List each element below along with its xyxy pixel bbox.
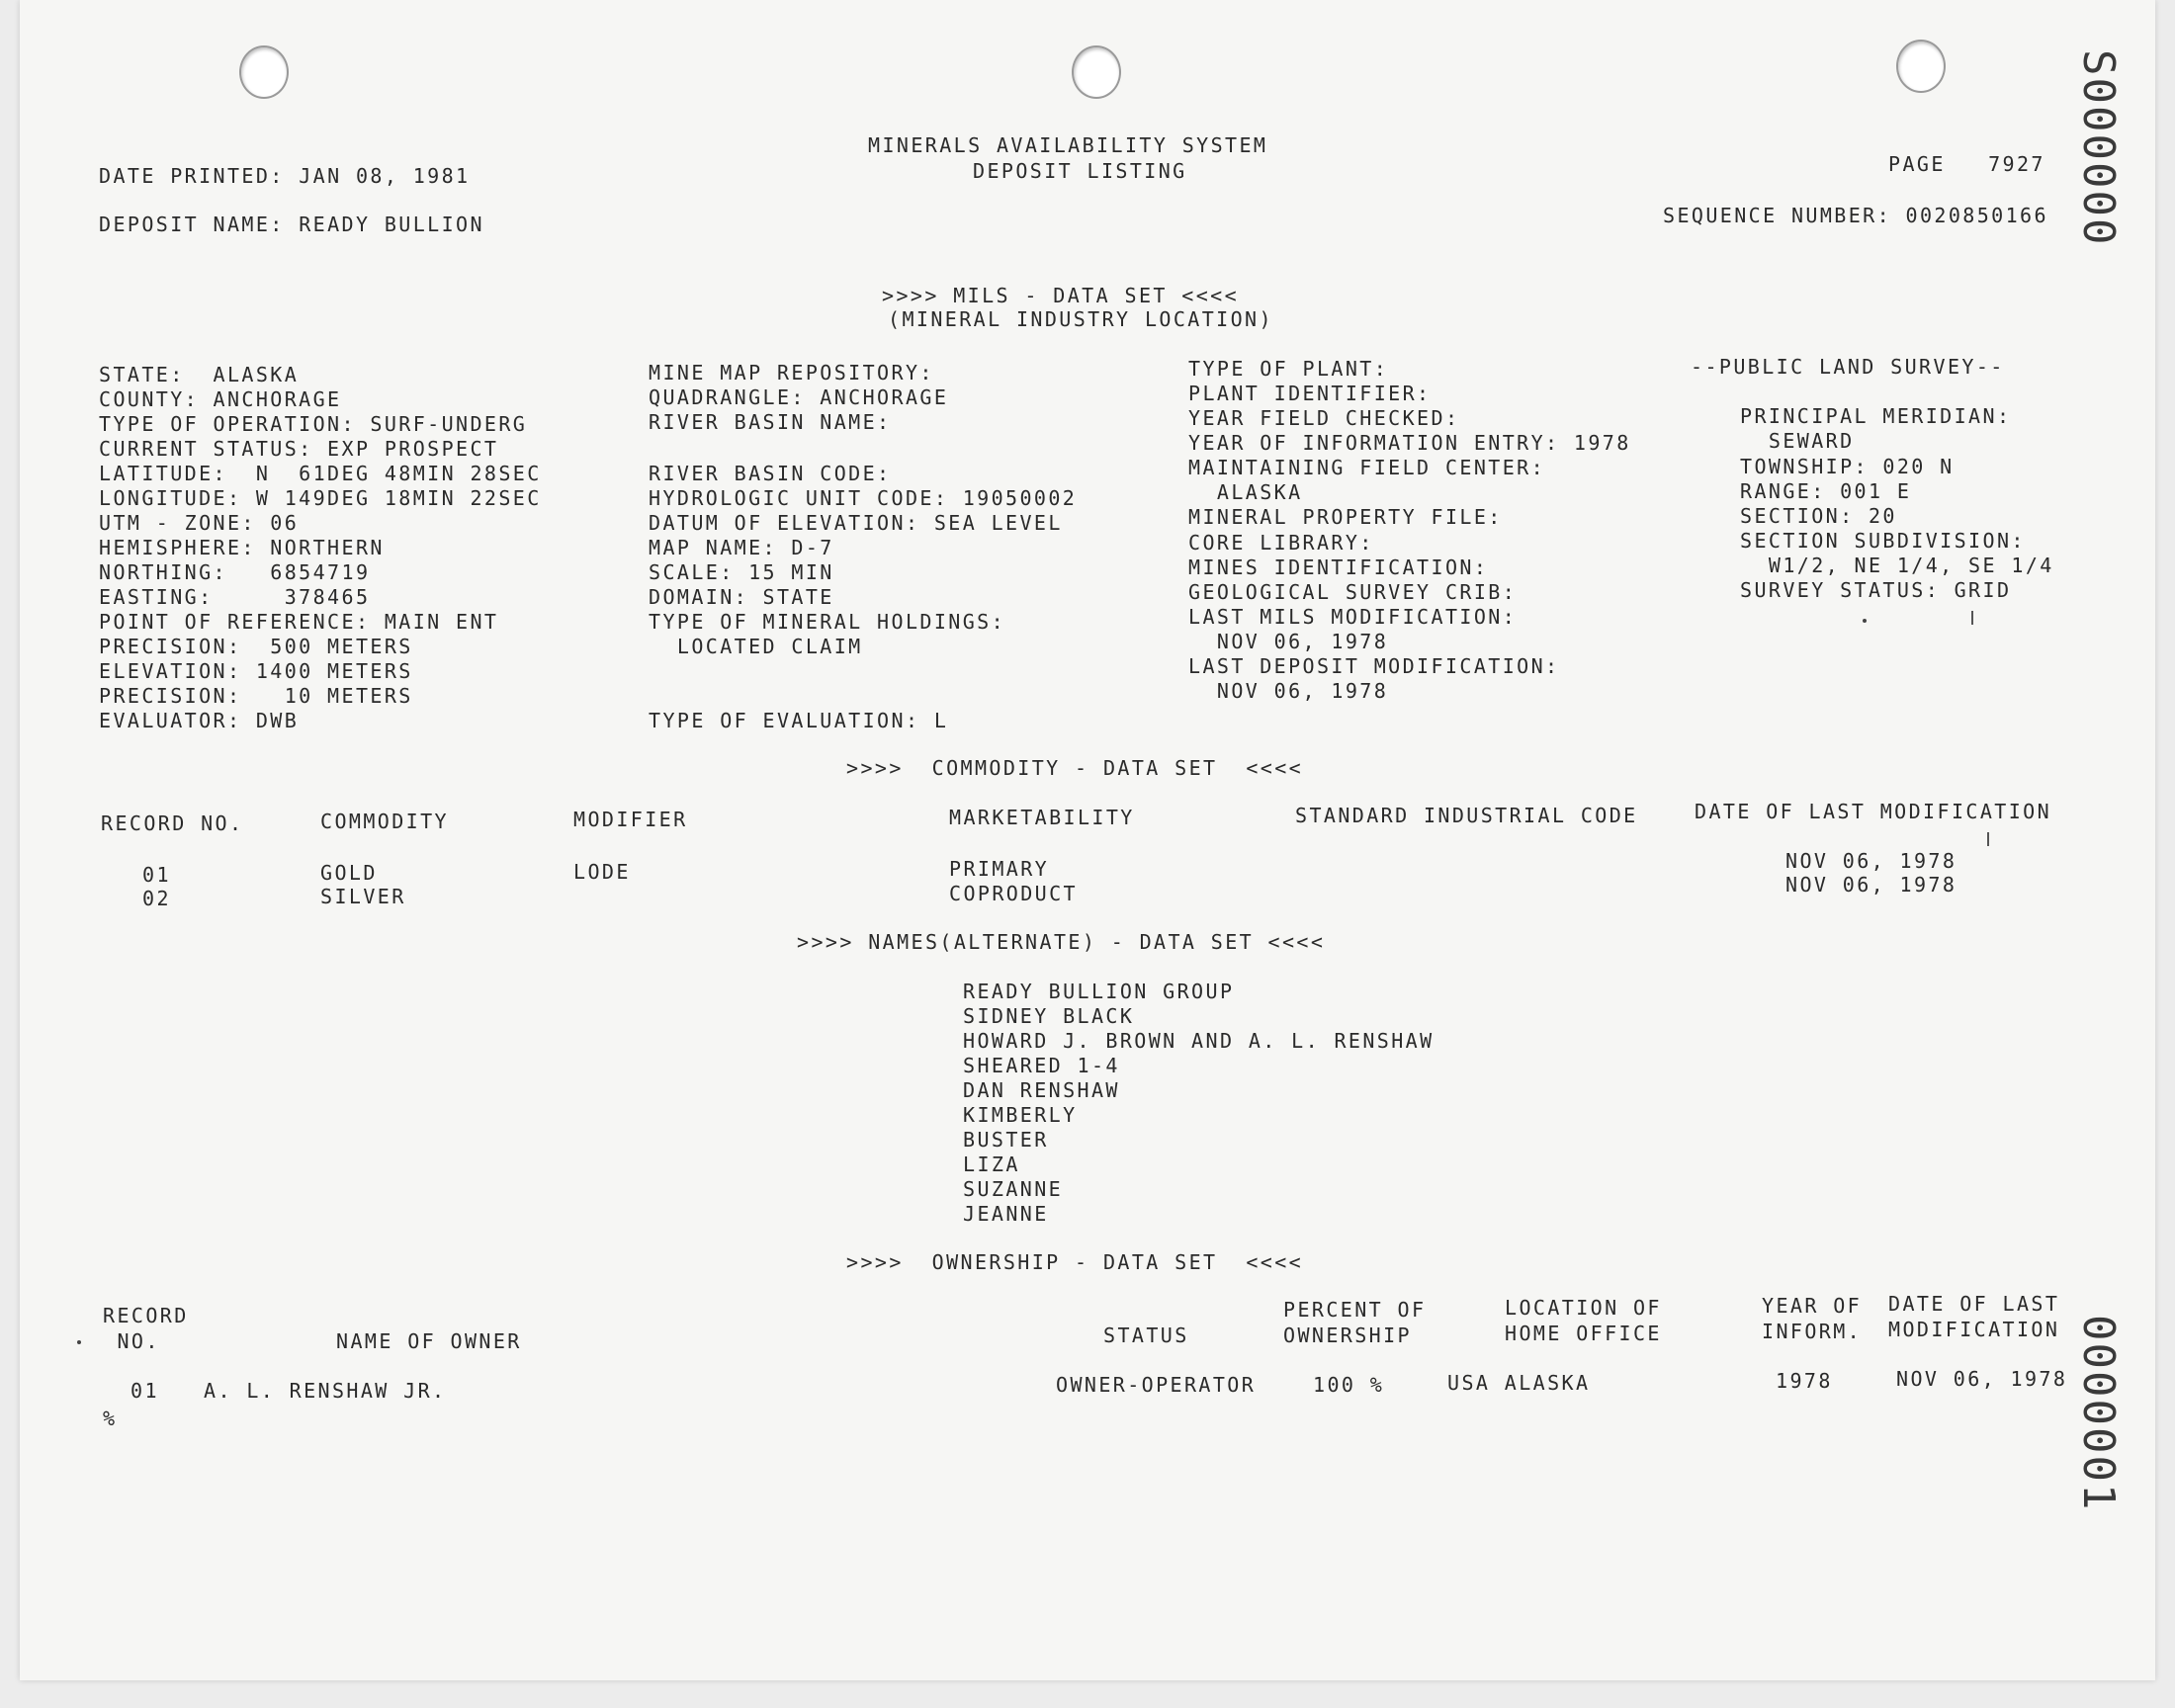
mils-field: PRECISION: 500 METERS <box>99 635 413 658</box>
owner-location: USA ALASKA <box>1447 1371 1591 1395</box>
commodity-header-record: RECORD NO. <box>101 811 244 835</box>
owner-record: 01 <box>130 1379 159 1403</box>
list-item: SUZANNE <box>963 1177 1064 1201</box>
ownership-header-date: MODIFICATION <box>1888 1318 2060 1341</box>
punch-hole-right <box>1896 40 1946 93</box>
ownership-header-percent: PERCENT OF <box>1283 1298 1427 1322</box>
page-indicator <box>1888 153 2045 175</box>
mils-field: MINERAL PROPERTY FILE: <box>1188 505 1503 529</box>
footer-percent-mark: % <box>103 1407 118 1430</box>
mils-field: SECTION: 20 <box>1740 504 1897 528</box>
list-item: HOWARD J. BROWN AND A. L. RENSHAW <box>963 1029 1435 1053</box>
mils-field: TYPE OF EVALUATION: L <box>649 709 949 732</box>
commodity-header-date: DATE OF LAST MODIFICATION <box>1695 800 2052 823</box>
mils-field: COUNTY: ANCHORAGE <box>99 387 342 411</box>
public-land-survey-heading: --PUBLIC LAND SURVEY-- <box>1691 355 2005 379</box>
names-heading: >>>> NAMES(ALTERNATE) - DATA SET <<<< <box>797 930 1326 954</box>
commodity-record: 02 <box>142 887 171 910</box>
sequence-label: SEQUENCE NUMBER: <box>1663 204 1892 227</box>
commodity-modifier: LODE <box>573 860 631 884</box>
header-line: RECORD <box>103 1304 189 1327</box>
printout-sheet <box>20 0 2155 1680</box>
ownership-header-record <box>103 1305 189 1326</box>
mils-field: EASTING: 378465 <box>99 585 371 609</box>
owner-name: A. L. RENSHAW JR. <box>204 1379 447 1403</box>
mils-field: TYPE OF MINERAL HOLDINGS: <box>649 610 1006 634</box>
deposit-name <box>99 214 484 235</box>
commodity-date: NOV 06, 1978 <box>1785 873 1958 897</box>
mils-field: MAP NAME: D-7 <box>649 536 834 559</box>
mils-field: NOV 06, 1978 <box>1188 630 1389 653</box>
stray-mark <box>1987 832 1989 846</box>
owner-percent: 100 % <box>1313 1373 1385 1397</box>
ownership-header-year: YEAR OF <box>1762 1294 1863 1318</box>
mils-field: MAINTAINING FIELD CENTER: <box>1188 456 1546 479</box>
mils-field: YEAR FIELD CHECKED: <box>1188 406 1460 430</box>
stray-mark <box>1863 619 1867 623</box>
mils-field: HEMISPHERE: NORTHERN <box>99 536 385 559</box>
mils-field: PLANT IDENTIFIER: <box>1188 382 1432 405</box>
mils-field: ELEVATION: 1400 METERS <box>99 659 413 683</box>
mils-field: LAST DEPOSIT MODIFICATION: <box>1188 654 1560 678</box>
film-mark-top: S000000 <box>2073 49 2124 247</box>
mils-field: SCALE: 15 MIN <box>649 560 834 584</box>
list-item: JEANNE <box>963 1202 1049 1226</box>
sequence-value: 0020850166 <box>1905 204 2048 227</box>
page-label: PAGE <box>1888 152 1946 176</box>
list-item: LIZA <box>963 1153 1020 1176</box>
commodity-date: NOV 06, 1978 <box>1785 849 1958 873</box>
mils-field: HYDROLOGIC UNIT CODE: 19050002 <box>649 486 1078 510</box>
header-line: NO. <box>103 1329 160 1353</box>
page-number: 7927 <box>1988 152 2045 176</box>
commodity-header-marketability: MARKETABILITY <box>949 806 1135 829</box>
mils-field: MINE MAP REPOSITORY: <box>649 361 934 384</box>
mils-field: UTM - ZONE: 06 <box>99 511 300 535</box>
mils-field: LATITUDE: N 61DEG 48MIN 28SEC <box>99 462 542 485</box>
commodity-header-modifier: MODIFIER <box>573 808 688 831</box>
ownership-header-record <box>103 1330 160 1352</box>
date-printed-label: DATE PRINTED: <box>99 164 285 188</box>
date-printed <box>99 165 470 187</box>
mils-field: PRINCIPAL MERIDIAN: <box>1740 404 2012 428</box>
mils-field: CURRENT STATUS: EXP PROSPECT <box>99 437 499 461</box>
list-item: SHEARED 1-4 <box>963 1054 1120 1077</box>
commodity-marketability: PRIMARY <box>949 857 1050 881</box>
deposit-name-label: DEPOSIT NAME: <box>99 213 285 236</box>
ownership-header-location: HOME OFFICE <box>1505 1322 1662 1345</box>
deposit-name-value: READY BULLION <box>299 213 484 236</box>
mils-field: LOCATED CLAIM <box>649 635 863 658</box>
mils-field: NORTHING: 6854719 <box>99 560 371 584</box>
mils-field: LONGITUDE: W 149DEG 18MIN 22SEC <box>99 486 542 510</box>
list-item: BUSTER <box>963 1128 1049 1152</box>
ownership-header-status: STATUS <box>1103 1324 1189 1347</box>
mils-field: DATUM OF ELEVATION: SEA LEVEL <box>649 511 1063 535</box>
mils-field: SEWARD <box>1740 429 1855 453</box>
ownership-header-percent: OWNERSHIP <box>1283 1324 1412 1347</box>
listing-title: DEPOSIT LISTING <box>973 159 1187 183</box>
mils-field: QUADRANGLE: ANCHORAGE <box>649 385 949 409</box>
mils-field: NOV 06, 1978 <box>1188 679 1389 703</box>
mils-field: RANGE: 001 E <box>1740 479 1912 503</box>
list-item: DAN RENSHAW <box>963 1078 1120 1102</box>
mils-field: ALASKA <box>1188 480 1303 504</box>
mils-field: STATE: ALASKA <box>99 363 300 386</box>
punch-hole-left <box>239 45 289 99</box>
mils-field: TOWNSHIP: 020 N <box>1740 455 1955 478</box>
owner-status: OWNER-OPERATOR <box>1056 1373 1257 1397</box>
mils-field: TYPE OF PLANT: <box>1188 357 1389 381</box>
mils-field: SURVEY STATUS: GRID <box>1740 578 2012 602</box>
mils-field: RIVER BASIN NAME: <box>649 410 892 434</box>
owner-date: NOV 06, 1978 <box>1896 1367 2068 1391</box>
system-title: MINERALS AVAILABILITY SYSTEM <box>868 133 1268 157</box>
mils-field: SECTION SUBDIVISION: <box>1740 529 2026 553</box>
mils-field: GEOLOGICAL SURVEY CRIB: <box>1188 580 1518 604</box>
list-item: SIDNEY BLACK <box>963 1004 1135 1028</box>
ownership-heading: >>>> OWNERSHIP - DATA SET <<<< <box>846 1250 1304 1274</box>
stray-mark <box>77 1340 81 1344</box>
film-mark-bottom: 0000001 <box>2073 1315 2124 1512</box>
list-item: KIMBERLY <box>963 1103 1078 1127</box>
owner-year: 1978 <box>1776 1369 1833 1393</box>
date-printed-value: JAN 08, 1981 <box>299 164 471 188</box>
mils-heading: >>>> MILS - DATA SET <<<< <box>882 284 1240 307</box>
mils-subheading: (MINERAL INDUSTRY LOCATION) <box>888 307 1273 331</box>
ownership-header-name: NAME OF OWNER <box>336 1329 522 1353</box>
mils-field: PRECISION: 10 METERS <box>99 684 413 708</box>
ownership-header-location: LOCATION OF <box>1505 1296 1662 1320</box>
punch-hole-center <box>1072 45 1121 99</box>
mils-field: POINT OF REFERENCE: MAIN ENT <box>99 610 499 634</box>
mils-field: LAST MILS MODIFICATION: <box>1188 605 1518 629</box>
commodity-record: 01 <box>142 863 171 887</box>
mils-field: W1/2, NE 1/4, SE 1/4 <box>1740 554 2054 577</box>
commodity-heading: >>>> COMMODITY - DATA SET <<<< <box>846 756 1304 780</box>
ownership-header-date: DATE OF LAST <box>1888 1292 2060 1316</box>
commodity-name: GOLD <box>320 861 378 885</box>
commodity-header-sic: STANDARD INDUSTRIAL CODE <box>1295 804 1638 827</box>
commodity-name: SILVER <box>320 885 406 908</box>
mils-field: DOMAIN: STATE <box>649 585 834 609</box>
stray-mark <box>1971 611 1973 625</box>
mils-field: TYPE OF OPERATION: SURF-UNDERG <box>99 412 528 436</box>
list-item: READY BULLION GROUP <box>963 980 1235 1003</box>
mils-field: MINES IDENTIFICATION: <box>1188 555 1489 579</box>
commodity-header-commodity: COMMODITY <box>320 810 449 833</box>
mils-field: CORE LIBRARY: <box>1188 531 1374 555</box>
mils-field: RIVER BASIN CODE: <box>649 462 892 485</box>
commodity-marketability: COPRODUCT <box>949 882 1078 905</box>
mils-field: YEAR OF INFORMATION ENTRY: 1978 <box>1188 431 1631 455</box>
sequence-number <box>1663 205 2048 226</box>
ownership-header-year: INFORM. <box>1762 1320 1863 1343</box>
mils-field: EVALUATOR: DWB <box>99 709 300 732</box>
